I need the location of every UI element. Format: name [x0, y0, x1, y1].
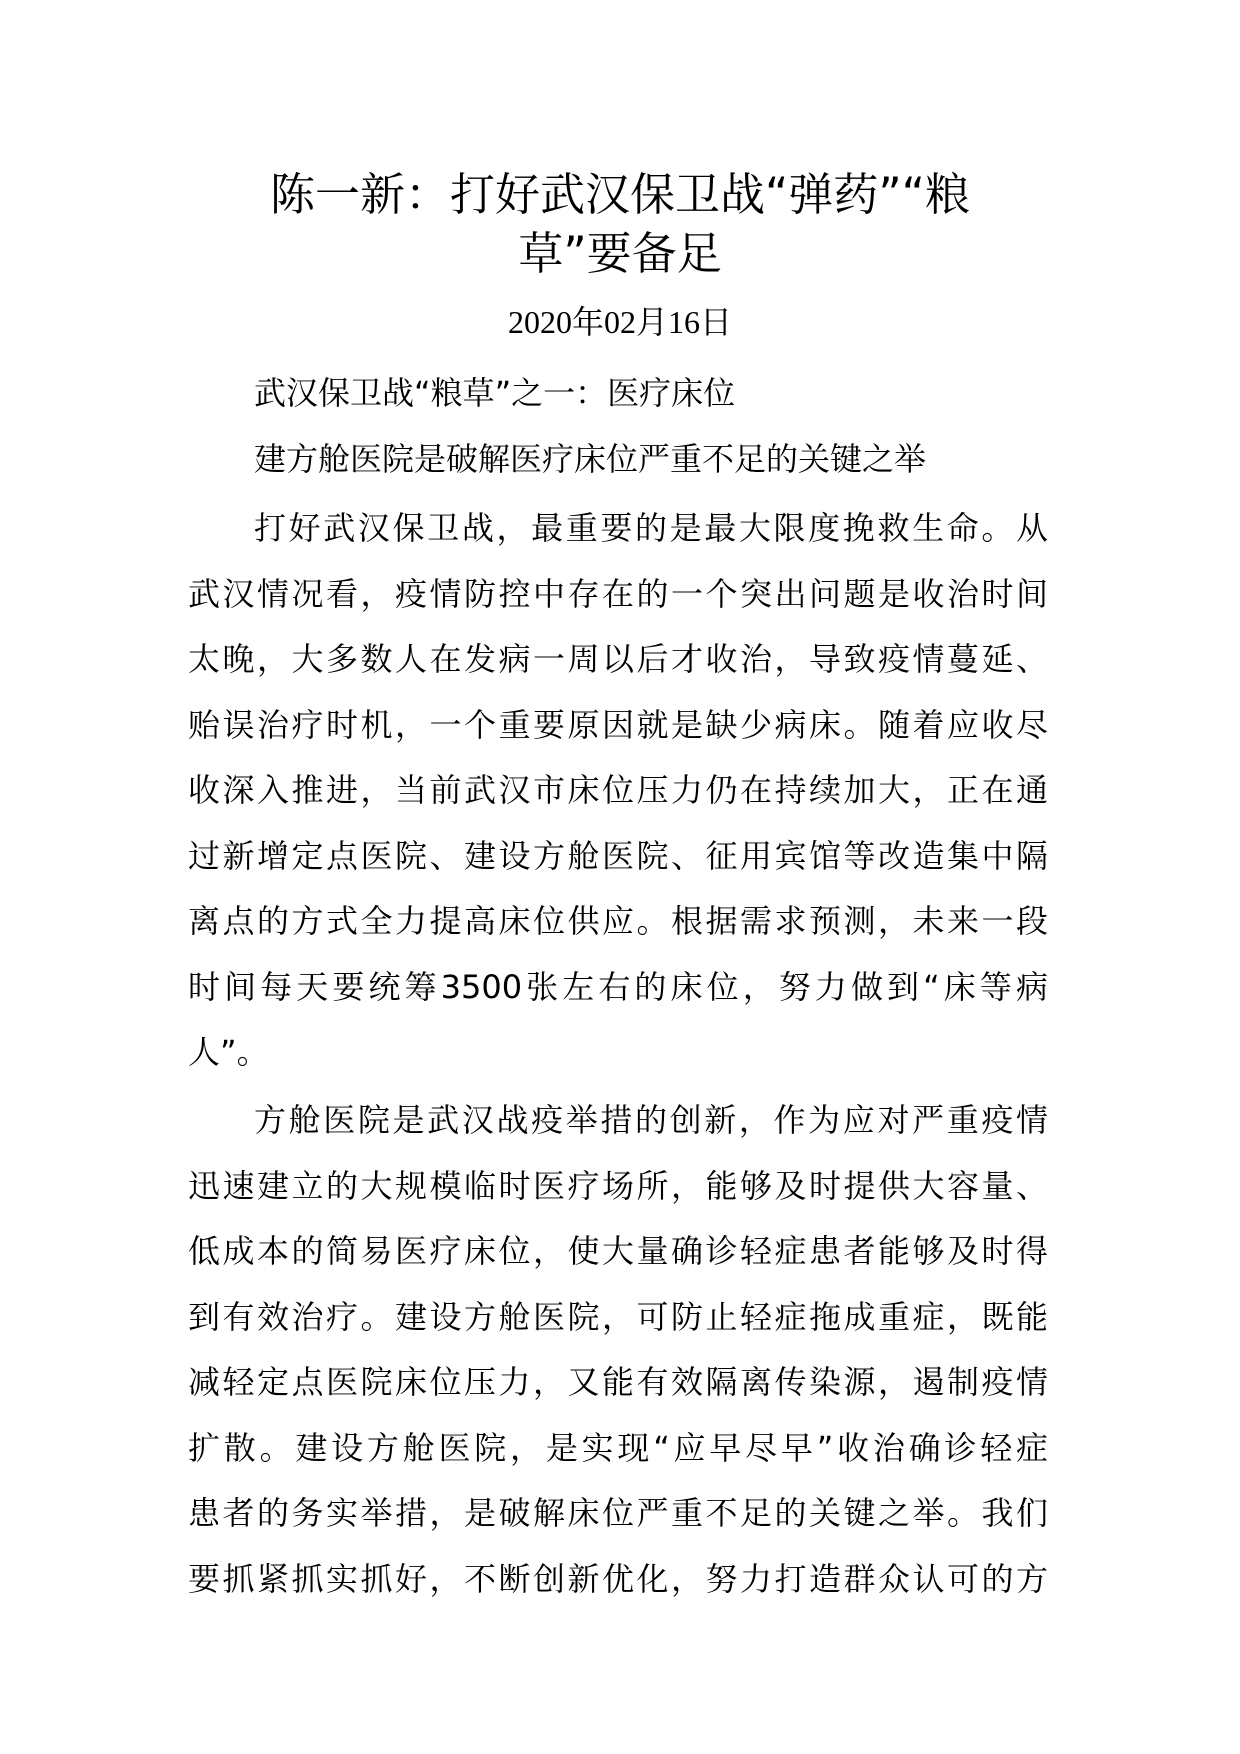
paragraph-line: 打好武汉保卫战，最重要的是最大限度挽救生命。从: [254, 509, 1048, 547]
section-heading: 武汉保卫战“粮草”之一：医疗床位: [254, 374, 736, 412]
paragraph-line: 迅速建立的大规模临时医疗场所，能够及时提供大容量、: [188, 1166, 1048, 1205]
paragraph-line: 要抓紧抓实抓好，不断创新优化，努力打造群众认可的方: [188, 1559, 1048, 1598]
paragraph-line: 收深入推进，当前武汉市床位压力仍在持续加大，正在通: [188, 771, 1048, 809]
paragraph-line: 减轻定点医院床位压力，又能有效隔离传染源，遏制疫情: [188, 1363, 1048, 1401]
paragraph-line: 到有效治疗。建设方舱医院，可防止轻症拖成重症，既能: [188, 1297, 1048, 1336]
paragraph-line: 时间每天要统筹3500张左右的床位，努力做到“床等病: [188, 967, 1048, 1006]
paragraph-line: 武汉情况看，疫情防控中存在的一个突出问题是收治时间: [188, 574, 1048, 613]
paragraph-1: [188, 496, 1048, 1086]
article-title-line-1: 陈一新：打好武汉保卫战“弹药”“粮: [270, 168, 970, 221]
paragraph-line: 扩散。建设方舱医院，是实现“应早尽早”收治确诊轻症: [188, 1428, 1048, 1467]
paragraph-line: 患者的务实举措，是破解床位严重不足的关键之举。我们: [188, 1494, 1048, 1532]
paragraph-line: 方舱医院是武汉战疫举措的创新，作为应对严重疫情: [254, 1101, 1048, 1139]
paragraph-line: 低成本的简易医疗床位，使大量确诊轻症患者能够及时得: [188, 1232, 1048, 1270]
article-title: [210, 165, 1030, 283]
paragraph-line: 贻误治疗时机，一个重要原因就是缺少病床。随着应收尽: [188, 705, 1048, 744]
paragraph-line: 离点的方式全力提高床位供应。根据需求预测，未来一段: [188, 902, 1048, 940]
paragraph-line: 过新增定点医院、建设方舱医院、征用宾馆等改造集中隔: [188, 836, 1048, 875]
paragraph-line: 太晚，大多数人在发病一周以后才收治，导致疫情蔓延、: [188, 640, 1048, 678]
paragraph-line: 人”。: [188, 1033, 269, 1071]
paragraph-2: [188, 1088, 1048, 1612]
sub-heading: 建方舱医院是破解医疗床位严重不足的关键之举: [254, 440, 927, 478]
publish-date: 2020年02月16日: [507, 304, 732, 340]
article-title-line-2: 草”要备足: [518, 227, 722, 280]
